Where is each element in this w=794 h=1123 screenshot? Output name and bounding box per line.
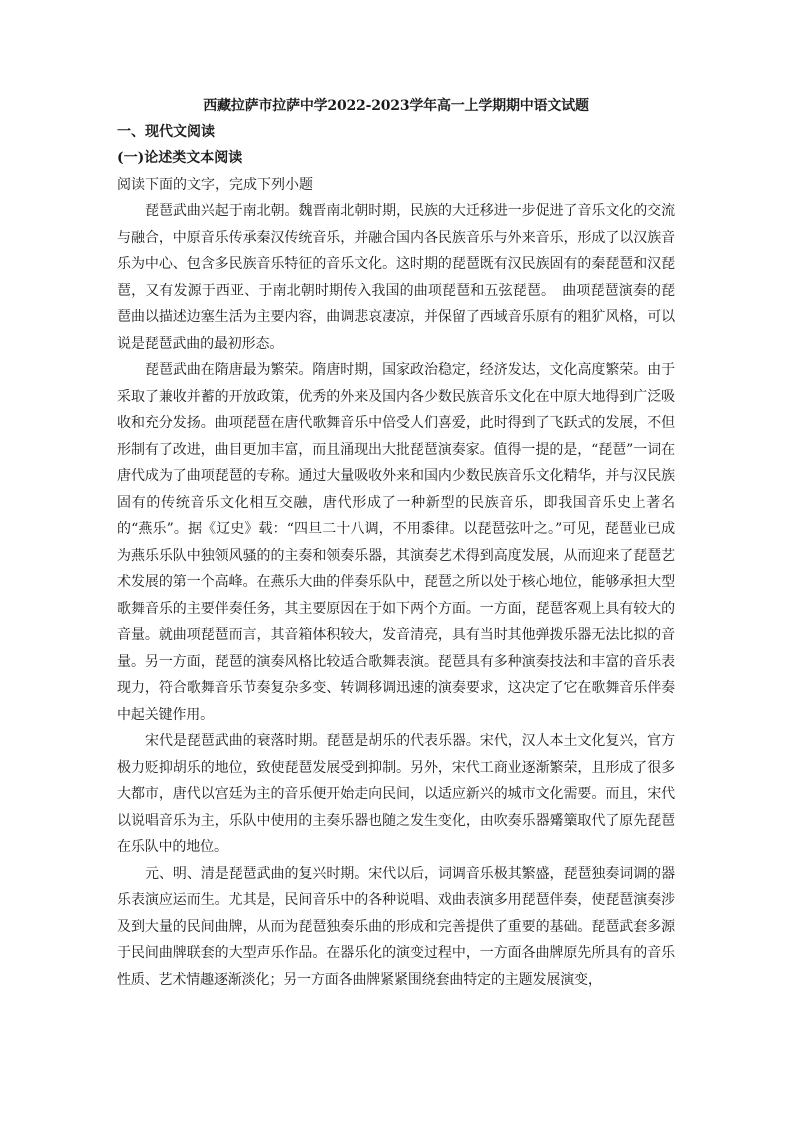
paragraph-2: 琵琶武曲在隋唐最为繁荣。隋唐时期，国家政治稳定，经济发达，文化高度繁荣。由于采取了兼收并蓄的开放政策，优秀的外来及国内各少数民族音乐文化在中原大地得到广泛吸收和充分发扬。曲项琵琶在唐代歌舞音乐中倍受人们喜爱，此时得到了飞跃式的发展，不但形制有了改进，曲目更加丰富，而且涌现出大批琵琶演奏家。值得一提的是，“琵琶”一词在唐代成为了曲项琵琶的专称。通过大量吸收外来和国内少数民族音乐文化精华，并与汉民族固有的传统音乐文化相互交融，唐代形成了一种新型的民族音乐，即我国音乐史上著名的“燕乐”。据《辽史》载：“四旦二十八调，不用黍律。以琵琶弦叶之。”可见，琵琶业已成为燕乐乐队中独领风骚的的主奏和领奏乐器，其演奏艺术得到高度发展，从而迎来了琵琶艺术发展的第一个高峰。在燕乐大曲的伴奏乐队中，琵琶之所以处于核心地位，能够承担大型歌舞音乐的主要伴奏任务，其主要原因在于如下两个方面。一方面，琵琶客观上具有较大的音量。就曲项琵琶而言，其音箱体积较大，发音清亮，具有当时其他弹拨乐器无法比拟的音量。另一方面，琵琶的演奏风格比较适合歌舞表演。琵琶具有多种演奏技法和丰富的音乐表现力，符合歌舞音乐节奏复杂多变、转调移调迅速的演奏要求，这决定了它在歌舞音乐伴奏中起关键作用。 — [117, 362, 675, 723]
paragraph-1: 琵琶武曲兴起于南北朝。魏晋南北朝时期，民族的大迁移进一步促进了音乐文化的交流与融合，中原音乐传承秦汉传统音乐，并融合国内各民族音乐与外来音乐，形成了以汉族音乐为中心、包含多民族音乐特征的音乐文化。这时期的琵琶既有汉民族固有的秦琵琶和汉琵琶，又有发源于西亚、于南北朝时期传入我国的曲项琵琶和五弦琵琶。 曲项琵琶演奏的琵琶曲以描述边塞生活为主要内容，曲调悲哀凄凉，并保留了西域音乐原有的粗犷风格，可以说是琵琶武曲的最初形态。 — [117, 203, 675, 352]
subsection-heading: (一)论述类文本阅读 — [117, 150, 243, 166]
reading-instruction: 阅读下面的文字，完成下列小题 — [117, 177, 313, 193]
document-title: 西藏拉萨市拉萨中学2022-2023学年高一上学期期中语文试题 — [203, 98, 589, 114]
paragraph-4: 元、明、清是琵琶武曲的复兴时期。宋代以后，词调音乐极其繁盛，琵琶独奏词调的器乐表演应运而生。尤其是，民间音乐中的各种说唱、戏曲表演多用琵琶伴奏，使琵琶演奏涉及到大量的民间曲牌，从而为琵琶独奏乐曲的形成和完善提供了重要的基础。琵琶武套多源于民间曲牌联套的大型声乐作品。在器乐化的演变过程中，一方面各曲牌原先所具有的音乐性质、艺术情趣逐渐淡化；另一方面各曲牌紧紧围绕套曲特定的主题发展演变， — [117, 865, 675, 988]
document-page — [117, 96, 675, 993]
paragraph-3: 宋代是琵琶武曲的衰落时期。琵琶是胡乐的代表乐器。宋代，汉人本土文化复兴，官方极力贬抑胡乐的地位，致使琵琶发展受到抑制。另外，宋代工商业逐渐繁荣，且形成了很多大都市，唐代以宫廷为主的音乐便开始走向民间，以适应新兴的城市文化需要。而且，宋代以说唱音乐为主，乐队中使用的主奏乐器也随之发生变化，由吹奏乐器觱篥取代了原先琵琶在乐队中的地位。 — [117, 733, 675, 855]
section-heading: 一、现代文阅读 — [117, 124, 215, 140]
